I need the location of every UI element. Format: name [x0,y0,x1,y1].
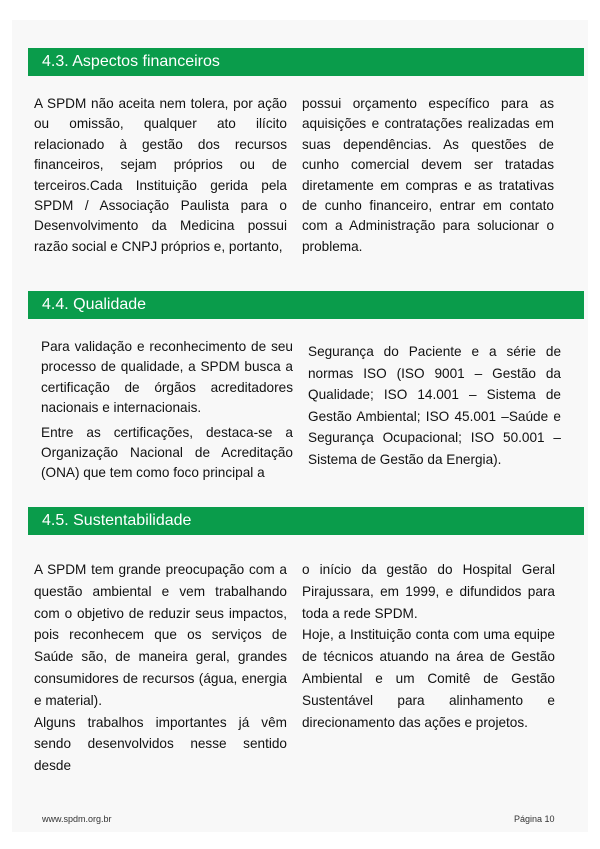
section-title-sustentabilidade: 4.5. Sustentabilidade [28,507,584,535]
footer-page-number: Página 10 [514,814,555,824]
footer-url: www.spdm.org.br [42,814,112,824]
page [12,20,588,832]
paragraph: possui orçamento específico para as aquisições e contratações realizadas em suas dependências. As questões de cunho comercial devem ser tratadas diretamente em compras e as tratativas de cunho financeiro, entrar em contato com a Administração para solucionar o problema. [302,96,554,254]
section-qualidade-right-column [308,341,561,471]
paragraph: Segurança do Paciente e a série de normas ISO (ISO 9001 – Gestão da Qualidade; ISO 14.001 – Sistema de Gestão Ambiental; ISO 45.001 –Saúde e Segurança Ocupacional; ISO 50.001 – Sistema de Gestão da Energia). [308,344,561,467]
section-title-financeiros: 4.3. Aspectos financeiros [28,48,584,76]
paragraph: Entre as certificações, destaca-se a Organização Nacional de Acreditação (ONA) que tem como foco principal a [41,424,293,481]
section-sustentabilidade-right-column [302,559,555,733]
paragraph: A SPDM não aceita nem tolera, por ação ou omissão, qualquer ato ilícito relacionado à gestão dos recursos financeiros, sejam próprios ou de terceiros.Cada Instituição gerida pela SPDM / Associação Paulista para o Desenvolvimento da Medicina possui razão social e CNPJ próprios e, portanto, [34,96,287,254]
paragraph: Hoje, a Instituição conta com uma equipe de técnicos atuando na área de Gestão Ambiental e um Comitê de Gestão Sustentável para alinhamento e direcionamento das ações e projetos. [302,627,555,730]
section-qualidade-left-column [41,337,293,484]
section-title-qualidade: 4.4. Qualidade [28,291,584,319]
section-financeiros-right-column [302,94,554,257]
paragraph: o início da gestão do Hospital Geral Pirajussara, em 1999, e difundidos para toda a rede SPDM. [302,562,555,621]
section-sustentabilidade-left-column [34,559,287,777]
paragraph: A SPDM tem grande preocupação com a questão ambiental e vem trabalhando com o objetivo de reduzir seus impactos, pois reconhecem que os serviços de Saúde são, de maneira geral, grandes consumidores de recursos (água, energia e material). [34,562,287,708]
paragraph: Alguns trabalhos importantes já vêm sendo desenvolvidos nesse sentido desde [34,714,287,774]
paragraph: Para validação e reconhecimento de seu processo de qualidade, a SPDM busca a certificação de órgãos acreditadores nacionais e internacionais. [41,339,293,416]
section-financeiros-left-column [34,94,287,257]
